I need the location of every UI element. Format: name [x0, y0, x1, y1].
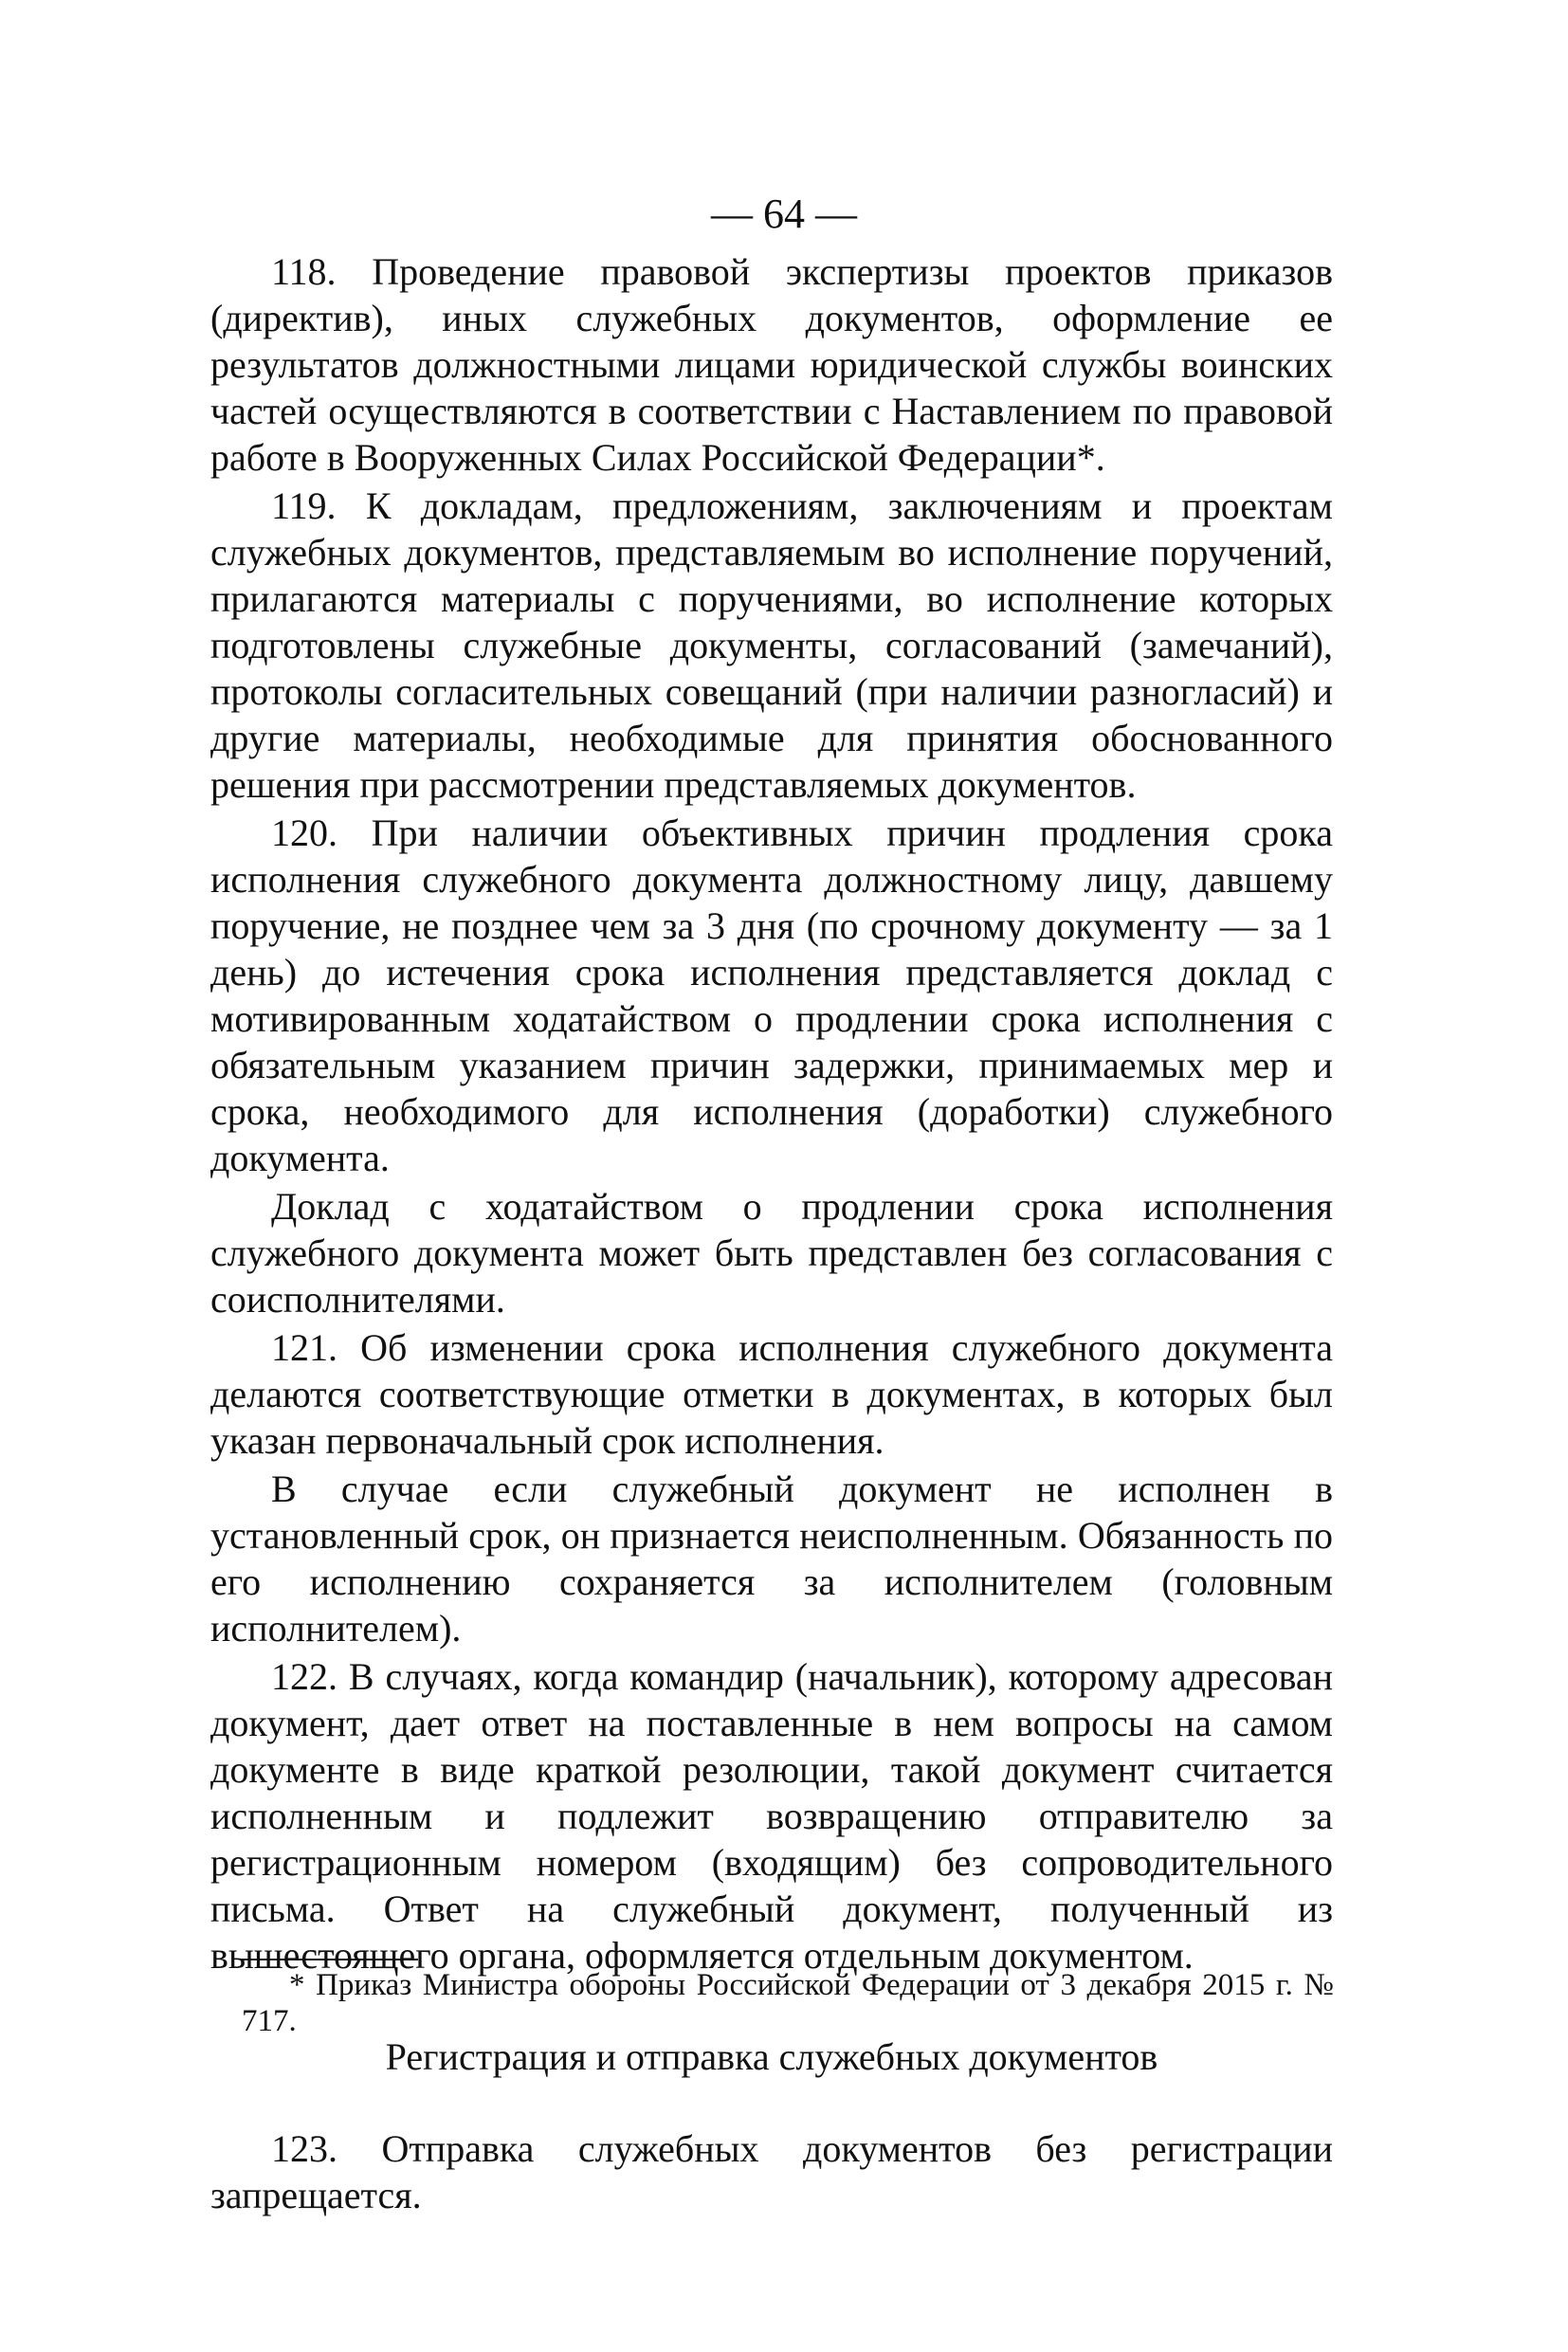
- paragraph-120-continued: Доклад с ходатайством о продлении срока исполнения служебного документа может быть представлен без согласования с соисполнителями.: [210, 1185, 1333, 1321]
- paragraph-120: 120. При наличии объективных причин продления срока исполнения служебного документа должностному лицу, давшему поручение, не позднее чем за 3 дня (по срочному документу — за 1 день) до истечения срока исполнения представляется доклад с мотивированным ходатайством о продлении срока исполнения с обязательным указанием причин задержки, принимаемых мер и срока, необходимого для исполнения (доработки) служебного документа.: [210, 811, 1333, 1179]
- footnote-divider: [242, 1959, 418, 1960]
- paragraph-121-continued: В случае если служебный документ не исполнен в установленный срок, он признается неисполненным. Обязанность по его исполнению сохраняется за исполнителем (головным исполнителем).: [210, 1468, 1333, 1650]
- paragraph-118: 118. Проведение правовой экспертизы проектов приказов (директив), иных служебных документов, оформление ее результатов должностными лицами юридической службы воинских частей осуществляются в соответствии с Наставлением по правовой работе в Вооруженных Силах Российской Федерации*.: [210, 250, 1333, 479]
- document-body: [210, 248, 1333, 2220]
- page-number: — 64 —: [711, 191, 857, 237]
- paragraph-123: 123. Отправка служебных документов без регистрации запрещается.: [210, 2127, 1333, 2216]
- paragraph-122: 122. В случаях, когда командир (начальник), которому адресован документ, дает ответ на поставленные в нем вопросы на самом документе в виде краткой резолюции, такой документ считается исполненным и подлежит возвращению отправителю за регистрационным номером (входящим) без сопроводительного письма. Ответ на служебный документ, полученный из вышестоящего органа, оформляется отдельным документом.: [210, 1655, 1333, 1977]
- footnote: * Приказ Министра обороны Российской Федерации от 3 декабря 2015 г. № 717.: [242, 1968, 1334, 2038]
- paragraph-119: 119. К докладам, предложениям, заключениям и проектам служебных документов, представляемым во исполнение поручений, прилагаются материалы с поручениями, во исполнение которых подготовлены служебные документы, согласований (замечаний), протоколы согласительных совещаний (при наличии разногласий) и другие материалы, необходимые для принятия обоснованного решения при рассмотрении представляемых документов.: [210, 484, 1333, 806]
- section-heading: Регистрация и отправка служебных документов: [385, 2035, 1158, 2078]
- paragraph-121: 121. Об изменении срока исполнения служебного документа делаются соответствующие отметки в документах, в которых был указан первоначальный срок исполнения.: [210, 1326, 1333, 1462]
